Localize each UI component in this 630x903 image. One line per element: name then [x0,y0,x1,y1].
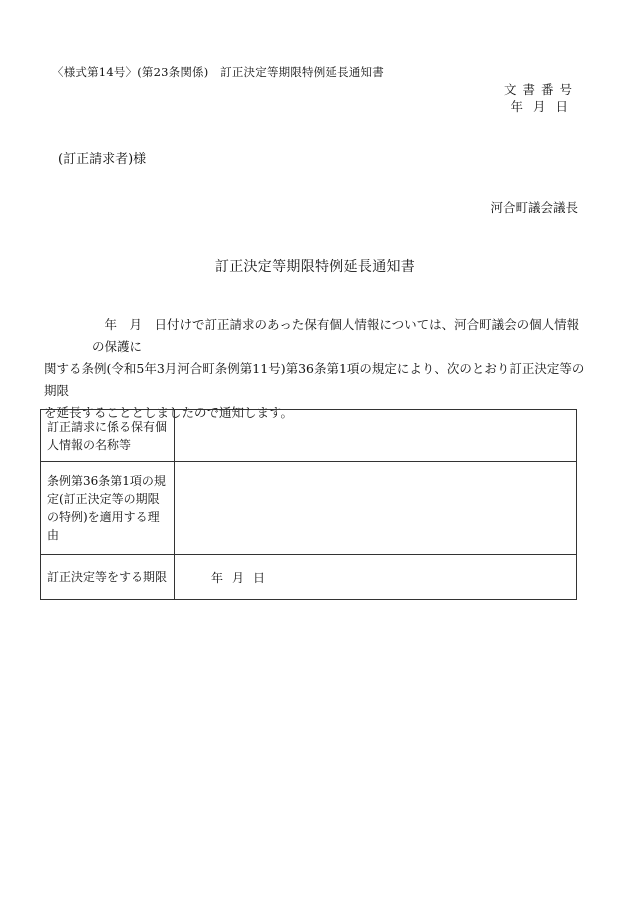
body-line: 年 月 日付けで訂正請求のあった保有個人情報については、河合町議会の個人情報の保護に [92,317,580,354]
table-row [41,410,577,462]
form-label: 〈様式第14号〉(第23条関係) 訂正決定等期限特例延長通知書 [52,65,384,79]
table-value-info-name [175,410,577,462]
body-line: を延長することとしましたので通知します。 [44,405,294,420]
table-value-deadline: 年月日 [175,555,577,600]
table-label-info-name: 訂正請求に係る保有個人情報の名称等 [41,410,175,462]
table-value-reason [175,462,577,555]
sender: 河合町議会議長 [490,200,578,215]
body-line: 関する条例(令和5年3月河合町条例第11号)第36条第1項の規定により、次のとおり訂正決定等の期限 [44,361,585,398]
document-title: 訂正決定等期限特例延長通知書 [214,259,416,275]
body-paragraph [44,314,589,424]
addressee: (訂正請求者)様 [58,152,147,167]
document-date-label: 年月日 [510,99,578,114]
table-label-deadline: 訂正決定等をする期限 [41,555,175,600]
table-label-reason: 条例第36条第1項の規定(訂正決定等の期限の特例)を適用する理由 [41,462,175,555]
document-number-label: 文書番号 [503,82,578,97]
detail-table [40,409,577,600]
table-row [41,462,577,555]
table-row [41,555,577,600]
